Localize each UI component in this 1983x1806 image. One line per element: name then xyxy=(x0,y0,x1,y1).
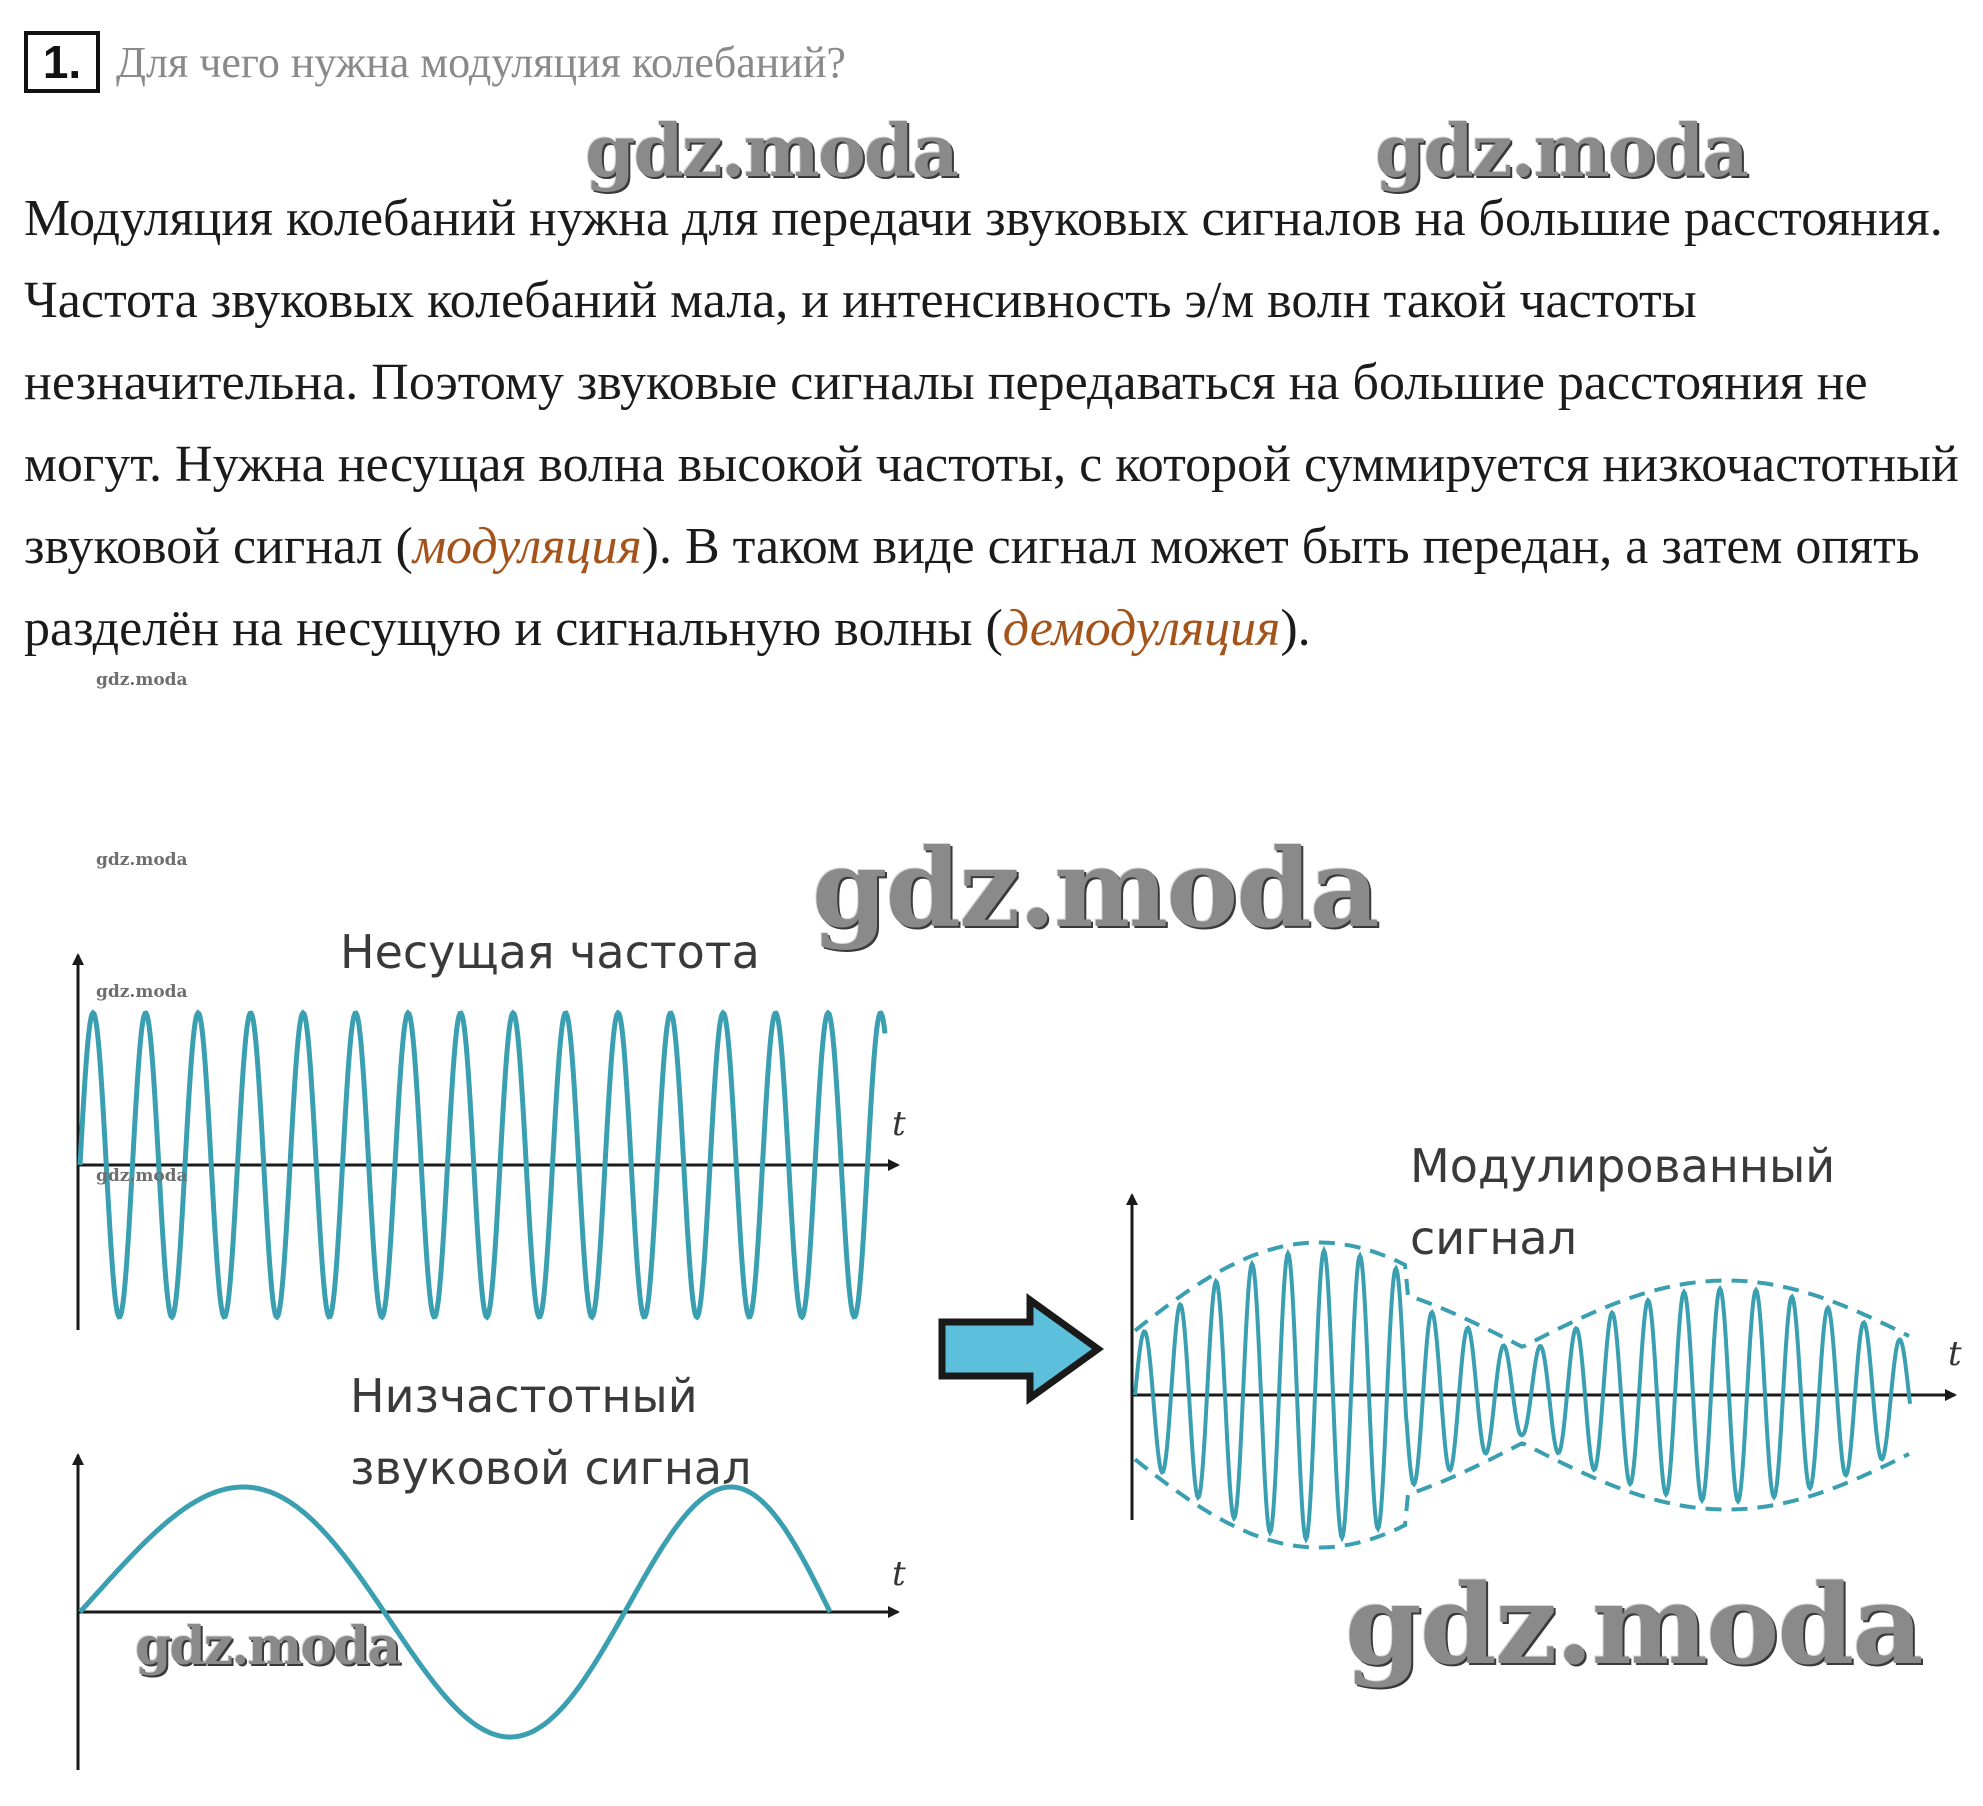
watermark: gdz.moda xyxy=(1375,108,1747,193)
carrier-t-label: t xyxy=(892,1104,906,1144)
audio-plot xyxy=(78,1369,906,1770)
watermark-small: gdz.moda xyxy=(96,850,188,870)
audio-label-line1: Низчастотный xyxy=(350,1369,698,1423)
term-demodulation: демодуляция xyxy=(1002,600,1281,657)
audio-label-line2: звуковой сигнал xyxy=(350,1441,752,1495)
audio-t-label: t xyxy=(892,1554,906,1594)
answer-text-part-2: ). В таком виде сигнал может быть передан, а затем опять разделён на несущую и сигнальную волны ( xyxy=(24,518,1920,657)
modulated-t-label: t xyxy=(1948,1334,1962,1374)
watermark-small: gdz.moda xyxy=(96,670,188,690)
modulated-label-line2: сигнал xyxy=(1410,1211,1578,1265)
watermark: gdz.moda xyxy=(135,1616,400,1677)
watermark: gdz.moda xyxy=(812,826,1378,952)
question-text: Для чего нужна модуляция колебаний? xyxy=(116,37,846,87)
watermark-small: gdz.moda xyxy=(96,1166,188,1186)
answer-paragraph-1: Модуляция колебаний нужна для передачи звуковых сигналов на большие расстояния. xyxy=(24,190,1943,247)
right-arrow-icon xyxy=(942,1300,1098,1398)
carrier-plot xyxy=(78,925,906,1330)
watermark: gdz.moda xyxy=(1345,1560,1922,1689)
question-number: 1. xyxy=(24,31,100,93)
term-modulation: модуляция xyxy=(412,518,642,575)
modulated-envelope-bottom xyxy=(1135,1443,1909,1547)
watermark-small: gdz.moda xyxy=(96,982,188,1002)
modulated-label-line1: Модулированный xyxy=(1410,1139,1836,1193)
modulated-plot xyxy=(1132,1139,1962,1548)
answer-text-part-1: Частота звуковых колебаний мала, и интенсивность э/м волн такой частоты незначительна. Поэтому звуковые сигналы передаваться на большие расстояния не могут. Нужна несущая волна высокой частоты, с которой суммируется низкочастотный звуковой сигнал ( xyxy=(24,272,1959,575)
watermark: gdz.moda xyxy=(585,108,957,193)
answer-text-part-3: ). xyxy=(1280,600,1311,657)
carrier-label: Несущая частота xyxy=(340,925,760,979)
